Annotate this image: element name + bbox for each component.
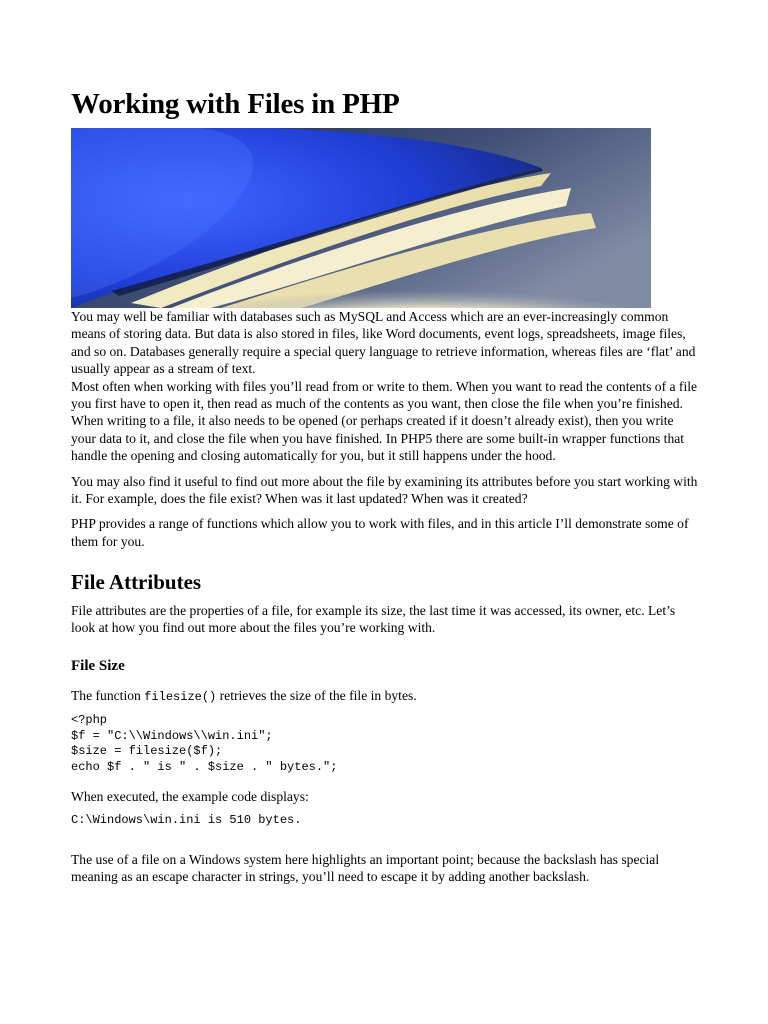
subsection-heading-file-size: File Size [71, 657, 125, 674]
hero-image [71, 128, 651, 308]
filesize-intro-after: retrieves the size of the file in bytes. [216, 687, 417, 703]
paragraph-filesize-intro [71, 687, 699, 706]
code-output: C:\Windows\win.ini is 510 bytes. [71, 813, 302, 828]
paragraph-intro: You may well be familiar with databases such as MySQL and Access which are an ever-increasingly common means of storing data. But data is also stored in files, like Word documents, event logs, spreadsheets, image files, and so on. Databases generally require a special query language to retrieve information, whereas files are ‘flat’ and usually appear as a stream of text. [71, 309, 696, 377]
paragraph-attributes: You may also find it useful to find out more about the file by examining its attributes before you start working with it. For example, does the file exist? When was it last updated? When was it created? [71, 473, 698, 507]
article-body [71, 308, 699, 886]
inline-code-filesize: filesize() [144, 689, 217, 704]
paragraph-backslash-note: The use of a file on a Windows system here highlights an important point; because the backslash has special meaning as an escape character in strings, you’ll need to escape it by adding another backslash. [71, 851, 660, 885]
code-block-filesize: <?php $f = "C:\\Windows\\win.ini"; $size = filesize($f); echo $f . " is " . $size . " bytes."; [71, 713, 338, 774]
section-heading-file-attributes: File Attributes [71, 570, 202, 595]
paragraph-functions: PHP provides a range of functions which allow you to work with files, and in this article I’ll demonstrate some of them for you. [71, 516, 689, 549]
filesize-intro-before: The function [71, 687, 145, 703]
paragraph-reading-writing: Most often when working with files you’ll read from or write to them. When you want to read the contents of a file you first have to open it, then read as much of the contents as you want, then close the file when you’re finished. When writing to a file, it also needs to be opened (or perhaps created if it doesn’t already exist), then you write your data to it, and close the file when you have finished. In PHP5 there are some built-in wrapper functions that handle the opening and closing automatically for you, but it still happens under the hood. [71, 378, 698, 464]
page-title: Working with Files in PHP [71, 88, 400, 120]
paragraph-executed: When executed, the example code displays: [71, 788, 309, 804]
paragraph-file-attributes-intro: File attributes are the properties of a file, for example its size, the last time it was accessed, its owner, etc. Let’s look at how you find out more about the files you’re working with. [71, 602, 676, 636]
